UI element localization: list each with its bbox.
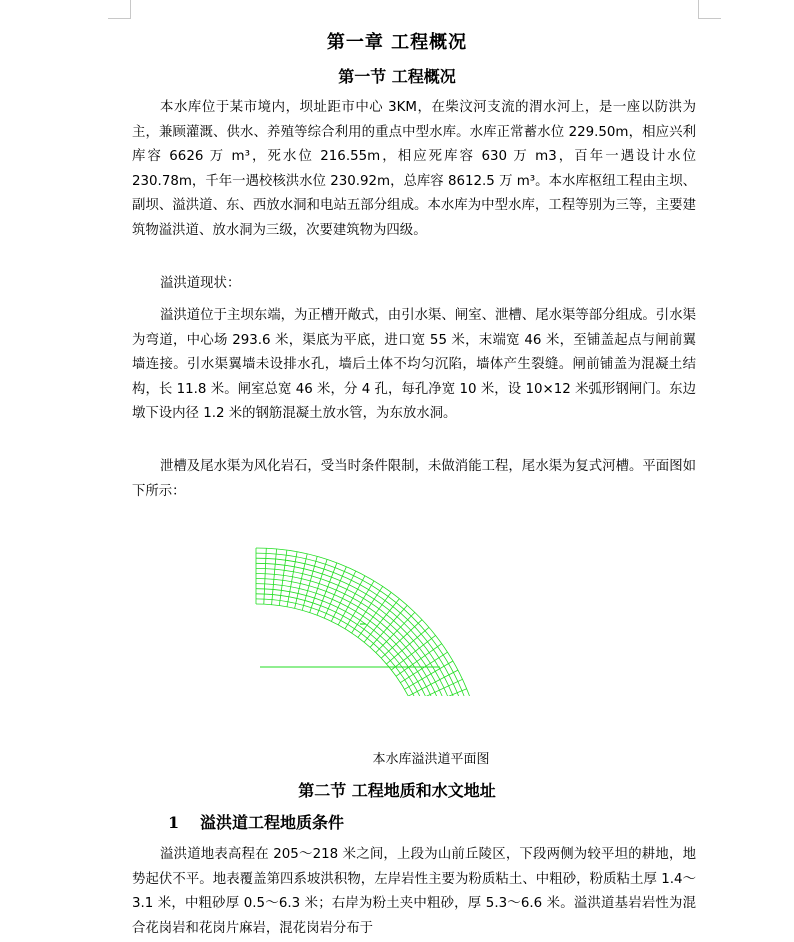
section-title-2: 第二节 工程地质和水文地址 xyxy=(298,781,496,800)
subsection-title: 溢洪道工程地质条件 xyxy=(200,813,345,832)
paragraph-spillway-description: 溢洪道位于主坝东端，为正槽开敞式，由引水渠、闸室、泄槽、尾水渠等部分组成。引水渠为弯道，中心场 293.6 米，渠底为平底，进口宽 55 米，末端宽 46 米，至铺盖起点与闸前翼墙连接。引水渠翼墙未设排水孔，墙后土体不均匀沉陷，墙体产生裂缝。闸前铺盖为混凝土结构，长 11.8 米。闸室总宽 46 米，分 4 孔，每孔净宽 10 米，设 10×12 米弧形钢闸门。东边墩下设内径 1.2 米的钢筋混凝土放水管，为东放水洞。 xyxy=(132,308,696,421)
subsection-number: 1 xyxy=(168,813,180,832)
paragraph-spillway-status-label: 溢洪道现状： xyxy=(160,276,241,291)
subsection-heading xyxy=(168,810,344,833)
spillway-plan-figure xyxy=(250,536,540,696)
grid-arc xyxy=(256,563,469,696)
spillway-grid xyxy=(256,548,484,696)
grid-radial xyxy=(264,548,267,604)
grid-radial xyxy=(272,549,277,605)
grid-arc xyxy=(256,558,474,696)
page-corner-mark-left xyxy=(108,0,131,19)
paragraph-geology: 溢洪道地表高程在 205～218 米之间，上段为山前丘陵区，下段两侧为较平坦的耕地，地势起伏不平。地表覆盖第四系坡洪积物，左岸岩性主要为粉质粘土、中粗砂，粉质粘土厚 1.4～3.1 米，中粗砂厚 0.5～6.3 米；右岸为粉土夹中粗砂，厚 5.3～6.6 米。溢洪道基岩岩性为混合花岗岩和花岗片麻岩，混花岗岩分布于 xyxy=(132,847,696,936)
chapter-title: 第一章 工程概况 xyxy=(326,32,468,53)
grid-arc xyxy=(256,548,484,696)
paragraph-overview: 本水库位于某市境内，坝址距市中心 3KM，在柴汶河支流的渭水河上，是一座以防洪为主，兼顾灌溉、供水、养殖等综合利用的重点中型水库。水库正常蓄水位 229.50m，相应兴利库容 6626 万 m³，死水位 216.55m，相应死库容 630 万 m3，百年一遇设计水位 230.78m，千年一遇校核洪水位 230.92m，总库容 8612.5 万 m³。本水库枢纽工程由主坝、副坝、溢洪道、东、西放水洞和电站五部分组成。本水库为中型水库，工程等别为三等，主要建筑物溢洪道、放水洞为三级，次要建筑物为四级。 xyxy=(132,100,696,238)
figure-caption: 本水库溢洪道平面图 xyxy=(372,752,490,767)
grid-radial xyxy=(279,550,287,606)
paragraph-chute-description: 泄槽及尾水渠为风化岩石，受当时条件限制，未做消能工程，尾水渠为复式河槽。平面图如下所示： xyxy=(132,459,696,499)
page-corner-mark-right xyxy=(698,0,721,19)
section-title-1: 第一节 工程概况 xyxy=(338,67,456,86)
